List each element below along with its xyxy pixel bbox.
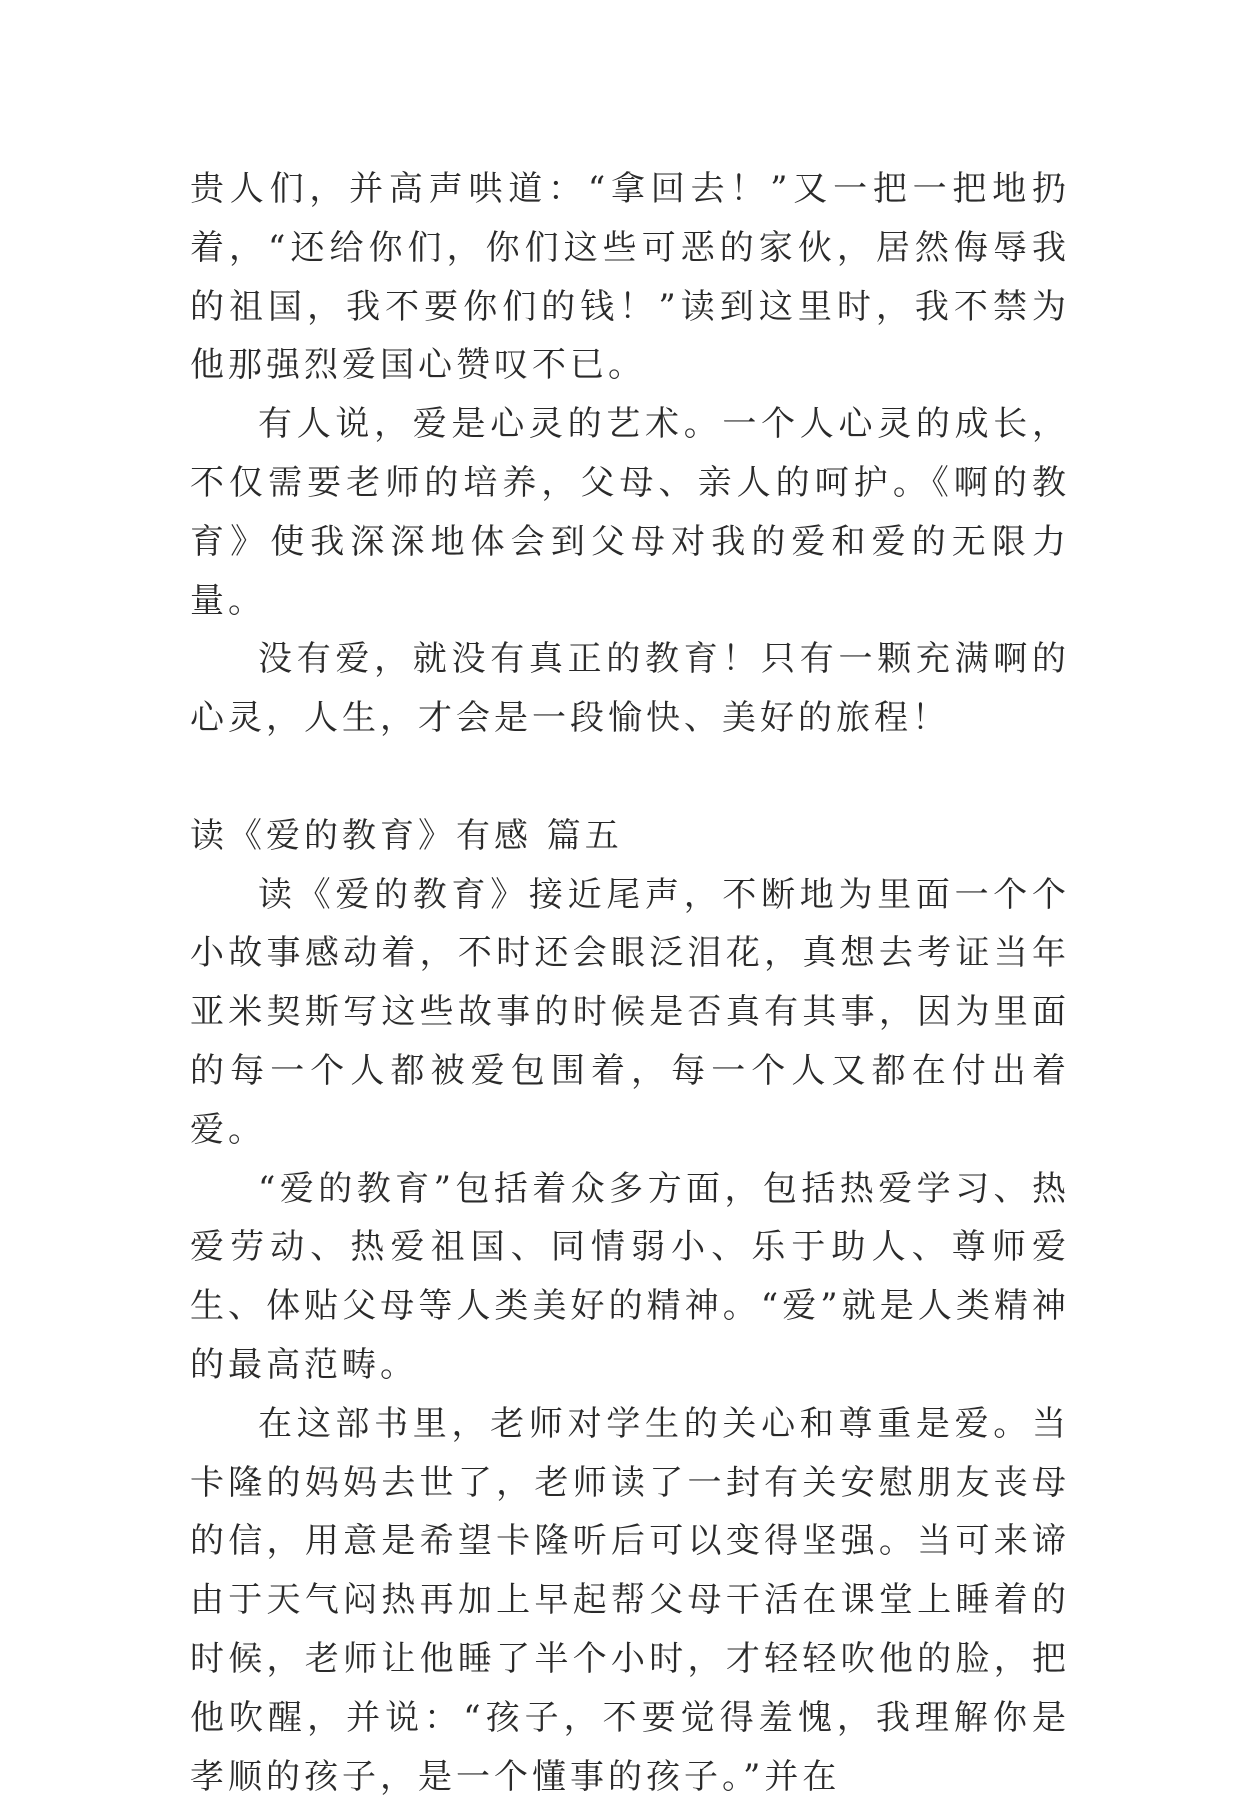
section-spacer bbox=[190, 748, 1070, 807]
paragraph-continued: 贵人们，并高声哄道：“拿回去！”又一把一把地扔着，“还给你们，你们这些可恶的家伙，居然侮辱我的祖国，我不要你们的钱！”读到这里时，我不禁为他那强烈爱国心赞叹不已。 bbox=[190, 169, 1070, 386]
paragraph: “爱的教育”包括着众多方面，包括热爱学习、热爱劳动、热爱祖国、同情弱小、乐于助人、尊师爱生、体贴父母等人类美好的精神。“爱”就是人类精神的最高范畴。 bbox=[190, 1168, 1070, 1385]
paragraph: 在这部书里，老师对学生的关心和尊重是爱。当卡隆的妈妈去世了，老师读了一封有关安慰朋友丧母的信，用意是希望卡隆听后可以变得坚强。当可来谛由于天气闷热再加上早起帮父母干活在课堂上睡着的时候，老师让他睡了半个小时，才轻轻吹他的脸，把他吹醒，并说：“孩子，不要觉得羞愧，我理解你是孝顺的孩子，是一个懂事的孩子。”并在 bbox=[190, 1403, 1070, 1797]
document-body bbox=[190, 160, 1070, 1806]
section-heading: 读《爱的教育》有感 篇五 bbox=[190, 815, 623, 856]
paragraph: 没有爱，就没有真正的教育！只有一颗充满啊的心灵，人生，才会是一段愉快、美好的旅程！ bbox=[190, 639, 1070, 739]
paragraph: 有人说，爱是心灵的艺术。一个人心灵的成长，不仅需要老师的培养，父母、亲人的呵护。《啊的教育》使我深深地体会到父母对我的爱和爱的无限力量。 bbox=[190, 404, 1070, 621]
paragraph: 读《爱的教育》接近尾声，不断地为里面一个个小故事感动着，不时还会眼泛泪花，真想去考证当年亚米契斯写这些故事的时候是否真有其事，因为里面的每一个人都被爱包围着，每一个人又都在付出着爱。 bbox=[190, 874, 1070, 1150]
